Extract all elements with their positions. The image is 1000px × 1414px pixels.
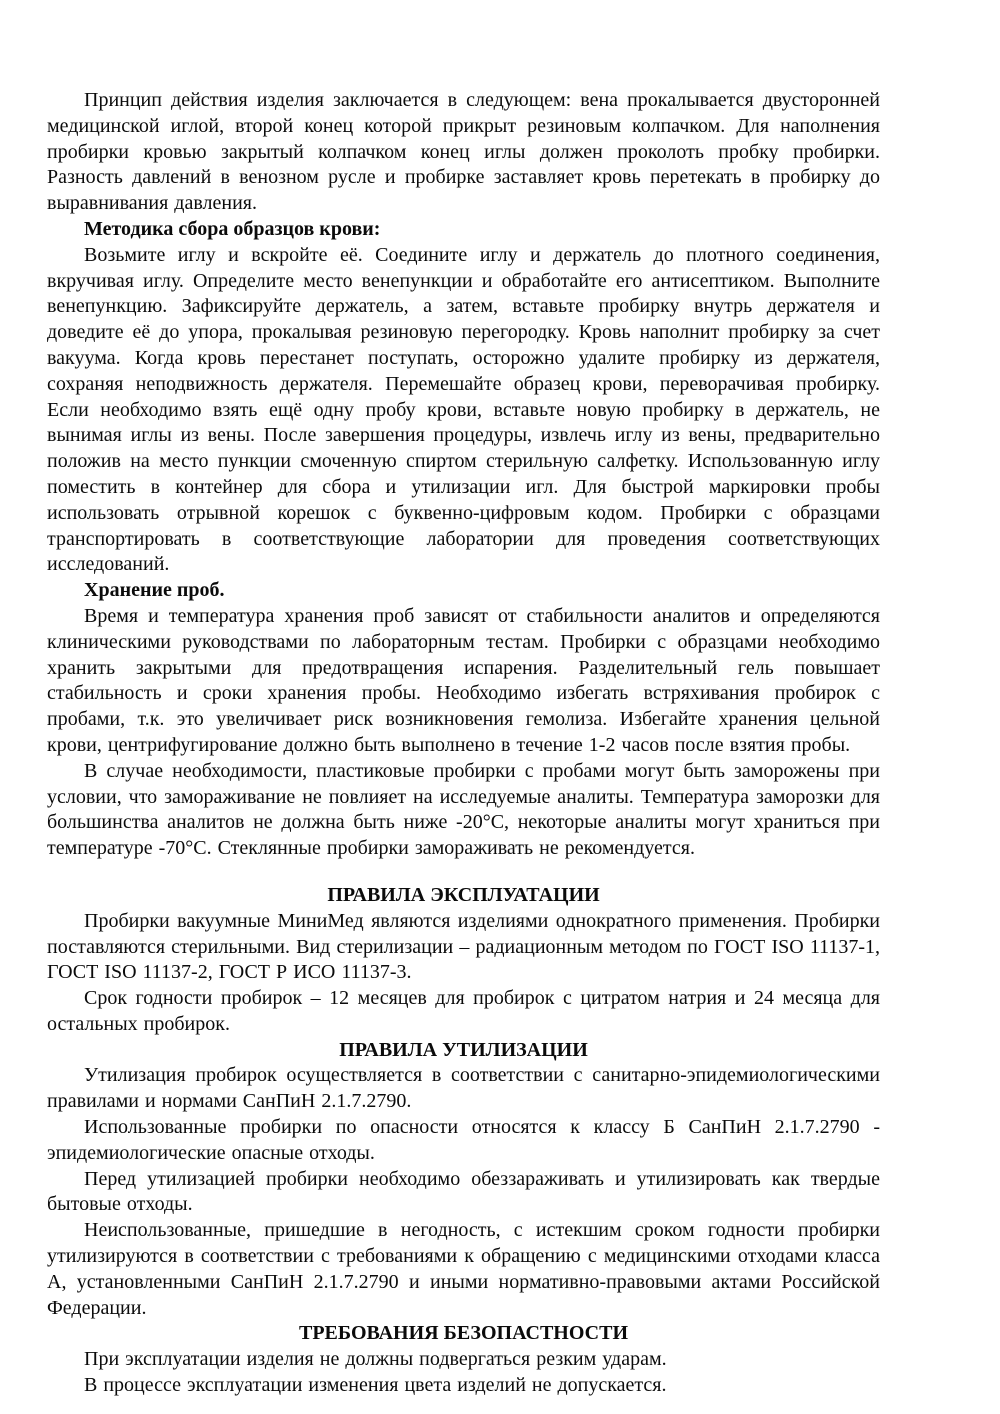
paragraph-collection-procedure: Возьмите иглу и вскройте её. Соедините иглу и держатель до плотного соединения, вкручивая иглу. Определите место венепункции и обработайте его антисептиком. Выполните венепункцию. Зафиксируйте держатель, а затем, вставьте пробирку внутрь держателя и доведите её до упора, прокалывая резиновую перегородку. Кровь наполнит пробирку за счет вакуума. Когда кровь перестанет поступать, осторожно удалите пробирку из держателя, сохраняя неподвижность держателя. Перемешайте образец крови, переворачивая пробирку. Если необходимо взять ещё одну пробу крови, вставьте новую пробирку в держатель, не вынимая иглы из вены. После завершения процедуры, извлечь иглу из вены, предварительно положив на место пункции смоченную спиртом стерильную салфетку. Использованную иглу поместить в контейнер для сбора и утилизации игл. Для быстрой маркировки пробы использовать отрывной корешок с буквенно-цифровым кодом. Пробирки с образцами транспортировать в соответствующие лаборатории для проведения соответствующих исследований. xyxy=(47,243,880,576)
paragraph-freezing-conditions: В случае необходимости, пластиковые пробирки с пробами могут быть заморожены при условии, что замораживание не повлияет на исследуемые аналиты. Температура заморозки для большинства аналитов не должна быть ниже -20°С, некоторые аналиты могут храниться при температуре -70°С. Стеклянные пробирки замораживать не рекомендуется. xyxy=(47,759,880,860)
paragraph-single-use-sterilization: Пробирки вакуумные МиниМед являются изделиями однократного применения. Пробирки поставляются стерильными. Вид стерилизации – радиационным методом по ГОСТ ISO 11137-1, ГОСТ ISO 11137-2, ГОСТ Р ИСО 11137-3. xyxy=(47,909,880,984)
paragraph-unused-expired-tubes: Неиспользованные, пришедшие в негодность, с истекшим сроком годности пробирки утилизируются в соответствии с требованиями к обращению с медицинскими отходами класса А, установленными СанПиН 2.1.7.2790 и иными нормативно-правовыми актами Российской Федерации. xyxy=(47,1219,880,1319)
paragraph-disinfection-before-disposal: Перед утилизацией пробирки необходимо обеззараживать и утилизировать как твердые бытовые отходы. xyxy=(47,1167,880,1216)
paragraph-color-change-warning: В процессе эксплуатации изменения цвета изделий не допускается. xyxy=(84,1374,667,1397)
paragraph-used-tubes-class-b: Использованные пробирки по опасности относятся к классу Б СанПиН 2.1.7.2790 - эпидемиологические опасные отходы. xyxy=(47,1116,880,1164)
document-text-area xyxy=(47,88,880,1399)
paragraph-impact-warning: При эксплуатации изделия не должны подвергаться резким ударам. xyxy=(84,1348,667,1371)
heading-sample-storage: Хранение проб. xyxy=(84,579,225,602)
heading-blood-collection-method: Методика сбора образцов крови: xyxy=(84,217,381,240)
paragraph-disposal-sanpin: Утилизация пробирок осуществляется в соответствии с санитарно-эпидемиологическими правилами и нормами СанПиН 2.1.7.2790. xyxy=(47,1064,880,1113)
paragraph-shelf-life: Срок годности пробирок – 12 месяцев для пробирок с цитратом натрия и 24 месяца для остальных пробирок. xyxy=(47,987,880,1035)
heading-operation-rules: ПРАВИЛА ЭКСПЛУАТАЦИИ xyxy=(327,883,600,906)
paragraph-storage-conditions: Время и температура хранения проб зависят от стабильности аналитов и определяются клиническими руководствами по лабораторным тестам. Пробирки с образцами необходимо хранить закрытыми для предотвращения испарения. Разделительный гель повышает стабильность и сроки хранения пробы. Необходимо избегать встряхивания пробирок с пробами, т.к. это увеличивает риск возникновения гемолиза. Избегайте хранения цельной крови, центрифугирование должно быть выполнено в течение 1-2 часов после взятия пробы. xyxy=(47,604,880,756)
heading-safety-requirements: ТРЕБОВАНИЯ БЕЗОПАСТНОСТИ xyxy=(298,1322,629,1345)
paragraph-principle-of-operation: Принцип действия изделия заключается в следующем: вена прокалывается двусторонней медицинской иглой, второй конец которой прикрыт резиновым колпачком. Для наполнения пробирки кровью закрытый колпачком конец иглы должен проколоть пробку пробирки. Разность давлений в венозном русле и пробирке заставляет кровь перетекать в пробирку до выравнивания давления. xyxy=(47,89,880,215)
heading-disposal-rules: ПРАВИЛА УТИЛИЗАЦИИ xyxy=(339,1038,588,1061)
